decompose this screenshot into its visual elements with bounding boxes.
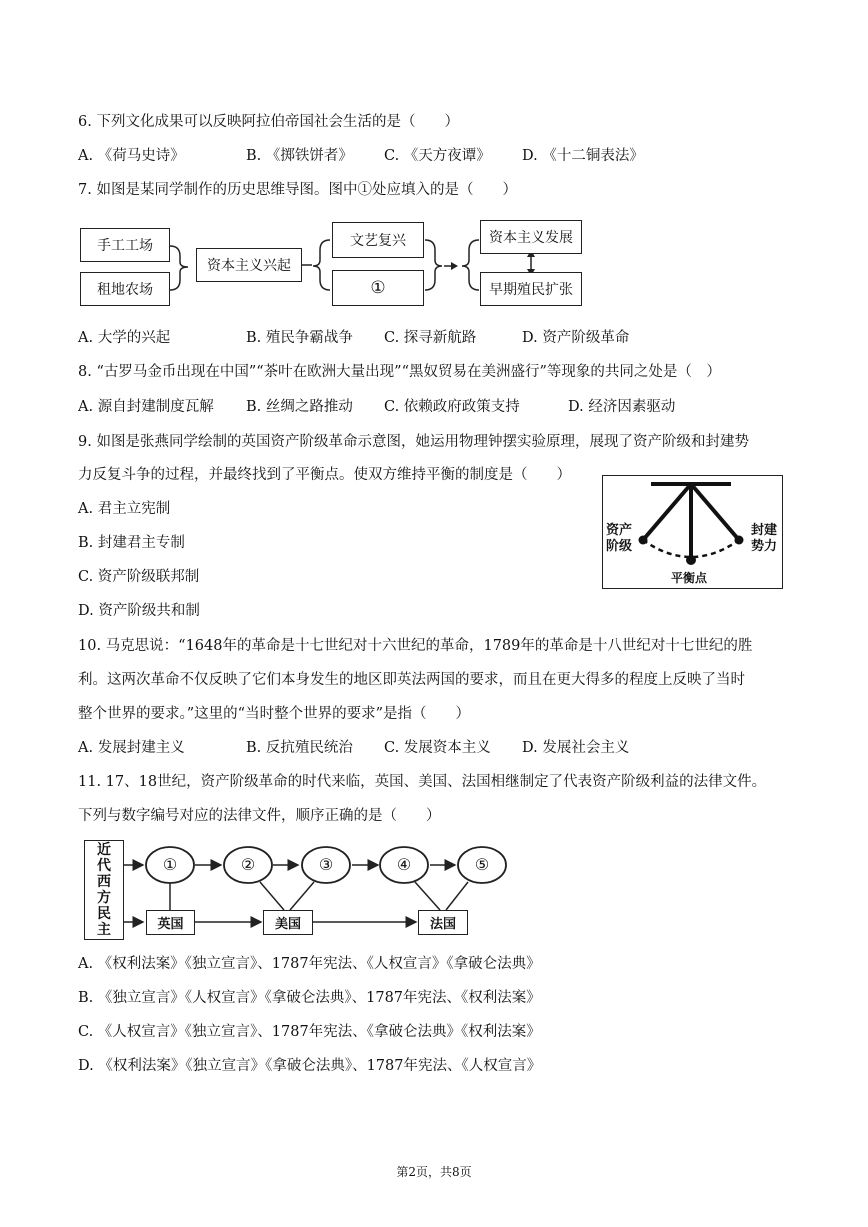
q9-option-c: C. 资产阶级联邦制: [78, 569, 200, 585]
box-rise-of-capitalism: 资本主义兴起: [196, 248, 302, 282]
q10-stem-line2: 利。这两次革命不仅反映了它们本身发生的地区即英法两国的要求，而且在更大得多的程度上反映了当时: [78, 672, 745, 688]
box-capitalism-development: 资本主义发展: [480, 220, 582, 254]
label-balance-point: 平衡点: [671, 571, 708, 585]
box-leased-farm: 租地农场: [80, 272, 170, 306]
q7-option-a: A. 大学的兴起: [78, 330, 171, 346]
q7-option-d: D. 资产阶级革命: [522, 330, 630, 346]
q11-option-c: C. 《人权宣言》《独立宣言》、1787年宪法、《拿破仑法典》《权利法案》: [78, 1024, 541, 1040]
q10-option-d: D. 发展社会主义: [522, 740, 630, 756]
circle-2: ②: [240, 855, 256, 874]
q8-option-d: D. 经济因素驱动: [568, 399, 676, 415]
circle-4: ④: [396, 855, 412, 874]
q6-stem: 6. 下列文化成果可以反映阿拉伯帝国社会生活的是（ ）: [78, 114, 459, 130]
box-france: 法国: [418, 910, 468, 935]
box-early-colonial-expansion: 早期殖民扩张: [480, 272, 582, 306]
q7-option-c: C. 探寻新航路: [384, 330, 477, 346]
q8-stem: 8. “古罗马金币出现在中国”“茶叶在欧洲大量出现”“黑奴贸易在美洲盛行”等现象的共同之处是（ ）: [78, 364, 721, 380]
q9-stem-line1: 9. 如图是张燕同学绘制的英国资产阶级革命示意图，她运用物理钟摆实验原理，展现了资产阶级和封建势: [78, 434, 749, 450]
q11-option-b: B. 《独立宣言》《人权宣言》《拿破仑法典》、1787年宪法、《权利法案》: [78, 990, 541, 1006]
box-handicraft-workshop: 手工工场: [80, 228, 170, 262]
q7-stem: 7. 如图是某同学制作的历史思维导图。图中①处应填入的是（ ）: [78, 182, 517, 198]
q9-option-b: B. 封建君主专制: [78, 535, 185, 551]
side-label-modern-western-democracy: 近 代 西 方 民 主: [84, 840, 124, 940]
box-renaissance: 文艺复兴: [332, 222, 424, 258]
box-england: 英国: [146, 910, 195, 935]
q8-option-b: B. 丝绸之路推动: [246, 399, 353, 415]
q8-option-c: C. 依赖政府政策支持: [384, 399, 520, 415]
label-bourgeoisie: 资产 阶级: [606, 523, 633, 554]
box-blank-1: ①: [332, 270, 424, 306]
q10-stem-line1: 10. 马克思说：“1648年的革命是十七世纪对十六世纪的革命，1789年的革命是十八世纪对十七世纪的胜: [78, 638, 753, 654]
q10-stem-line3: 整个世界的要求。”这里的“当时整个世界的要求”是指（ ）: [78, 706, 470, 722]
q6-option-b: B. 《掷铁饼者》: [246, 148, 353, 164]
q9-option-d: D. 资产阶级共和制: [78, 603, 200, 619]
q8-option-a: A. 源自封建制度瓦解: [78, 399, 214, 415]
label-feudal-forces: 封建 势力: [751, 523, 778, 554]
q10-option-a: A. 发展封建主义: [78, 740, 185, 756]
q10-option-c: C. 发展资本主义: [384, 740, 491, 756]
page-footer: 第2页，共8页: [396, 1165, 472, 1179]
q9-option-a: A. 君主立宪制: [78, 501, 171, 517]
q11-option-d: D. 《权利法案》《独立宣言》《拿破仑法典》、1787年宪法、《人权宣言》: [78, 1058, 542, 1074]
q11-option-a: A. 《权利法案》《独立宣言》、1787年宪法、《人权宣言》《拿破仑法典》: [78, 956, 541, 972]
circle-3: ③: [318, 855, 334, 874]
q11-stem-line1: 11. 17、18世纪，资产阶级革命的时代来临，英国、美国、法国相继制定了代表资产阶级利益的法律文件。: [78, 774, 767, 790]
q7-option-b: B. 殖民争霸战争: [246, 330, 353, 346]
circle-5: ⑤: [474, 855, 490, 874]
q11-stem-line2: 下列与数字编号对应的法律文件，顺序正确的是（ ）: [78, 808, 441, 824]
box-usa: 美国: [263, 910, 313, 935]
q10-option-b: B. 反抗殖民统治: [246, 740, 353, 756]
q6-option-c: C. 《天方夜谭》: [384, 148, 491, 164]
q6-option-a: A. 《荷马史诗》: [78, 148, 185, 164]
q6-option-d: D. 《十二铜表法》: [522, 148, 644, 164]
circle-1: ①: [162, 855, 178, 874]
q9-stem-line2: 力反复斗争的过程，并最终找到了平衡点。使双方维持平衡的制度是（ ）: [78, 467, 571, 483]
